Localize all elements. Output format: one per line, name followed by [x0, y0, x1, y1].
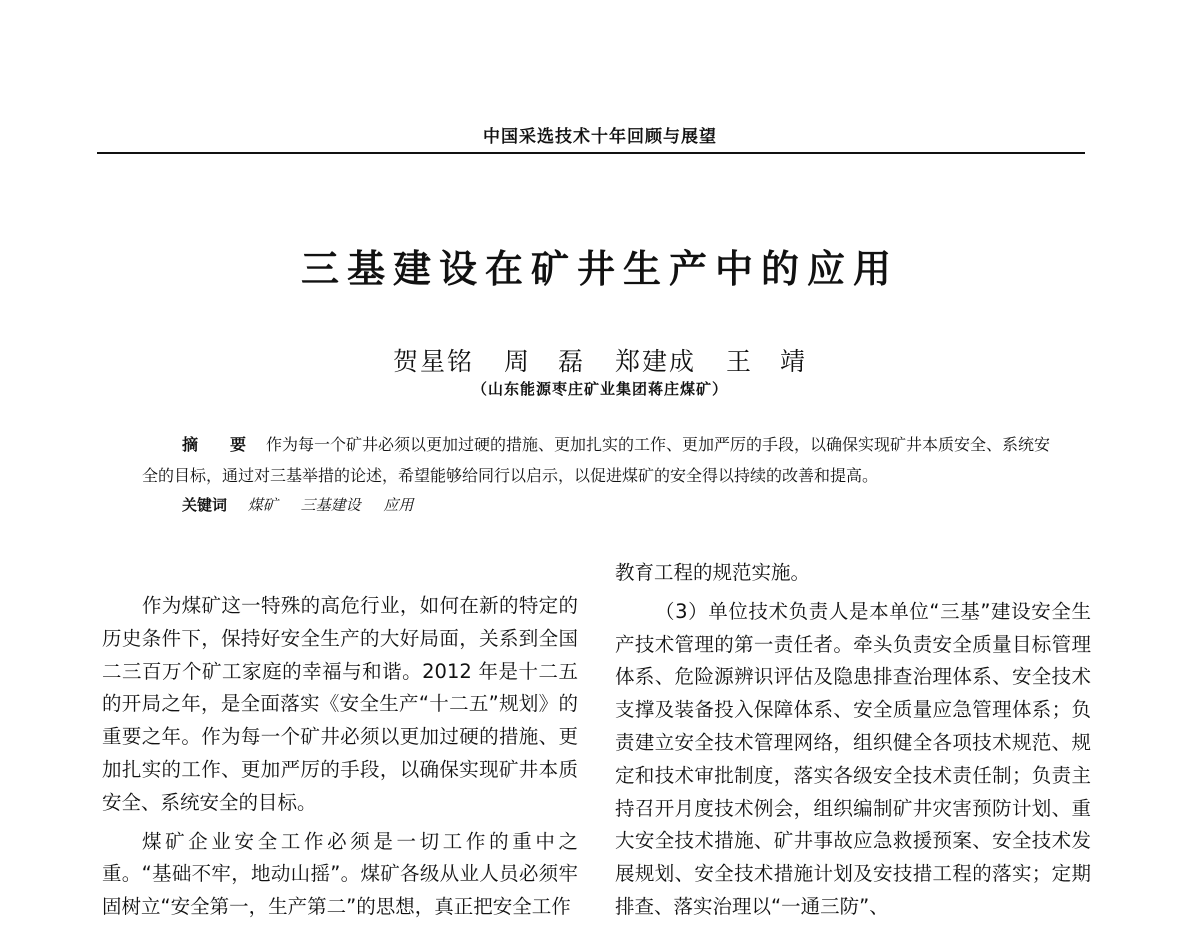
body-column-left [102, 590, 578, 924]
body-paragraph: 煤矿企业安全工作必须是一切工作的重中之重。“基础不牢，地动山摇”。煤矿各级从业人员必须牢固树立“安全第一，生产第二”的思想，真正把安全工作 [102, 829, 578, 919]
abstract-label: 摘 要 [182, 435, 255, 454]
abstract-text: 作为每一个矿井必须以更加过硬的措施、更加扎实的工作、更加严厉的手段，以确保实现矿井本质安全、系统安全的目标，通过对三基举措的论述，希望能够给同行以启示，以促进煤矿的安全得以持续的改善和提高。 [142, 435, 1051, 485]
author-name: 郑建成 [614, 347, 696, 376]
running-head: 中国采选技术十年回顾与展望 [483, 127, 717, 147]
keywords [182, 494, 431, 515]
keyword: 应用 [383, 496, 414, 514]
author-list [0, 342, 1200, 378]
keywords-label: 关键词 [182, 496, 228, 514]
author-name: 贺星铭 [393, 347, 475, 376]
body-column-right [615, 557, 1091, 924]
affiliation: （山东能源枣庄矿业集团蒋庄煤矿） [471, 380, 728, 398]
author-name: 周 磊 [504, 347, 586, 376]
body-paragraph: 教育工程的规范实施。 [615, 561, 811, 584]
author-name: 王 靖 [725, 347, 807, 376]
header-rule [97, 152, 1085, 154]
body-paragraph: （3）单位技术负责人是本单位“三基”建设安全生产技术管理的第一责任者。牵头负责安全质量目标管理体系、危险源辨识评估及隐患排查治理体系、安全技术支撑及装备投入保障体系、安全质量应急管理体系；负责建立安全技术管理网络，组织健全各项技术规范、规定和技术审批制度，落实各级安全技术责任制；负责主持召开月度技术例会，组织编制矿井灾害预防计划、重大安全技术措施、矿井事故应急救援预案、安全技术发展规划、安全技术措施计划及安技措工程的落实；定期排查、落实治理以“一通三防”、 [615, 599, 1091, 918]
keyword: 煤矿 [247, 496, 278, 514]
article-title: 三基建设在矿井生产中的应用 [300, 246, 899, 291]
abstract [142, 429, 1057, 491]
body-paragraph: 作为煤矿这一特殊的高危行业，如何在新的特定的历史条件下，保持好安全生产的大好局面，关系到全国二三百万个矿工家庭的幸福与和谐。2012 年是十二五的开局之年，是全面落实《安全生产“十二五”规划》的重要之年。作为每一个矿井必须以更加过硬的措施、更加扎实的工作、更加严厉的手段，以确保实现矿井本质安全、系统安全的目标。 [102, 594, 578, 814]
keyword: 三基建设 [300, 496, 361, 514]
